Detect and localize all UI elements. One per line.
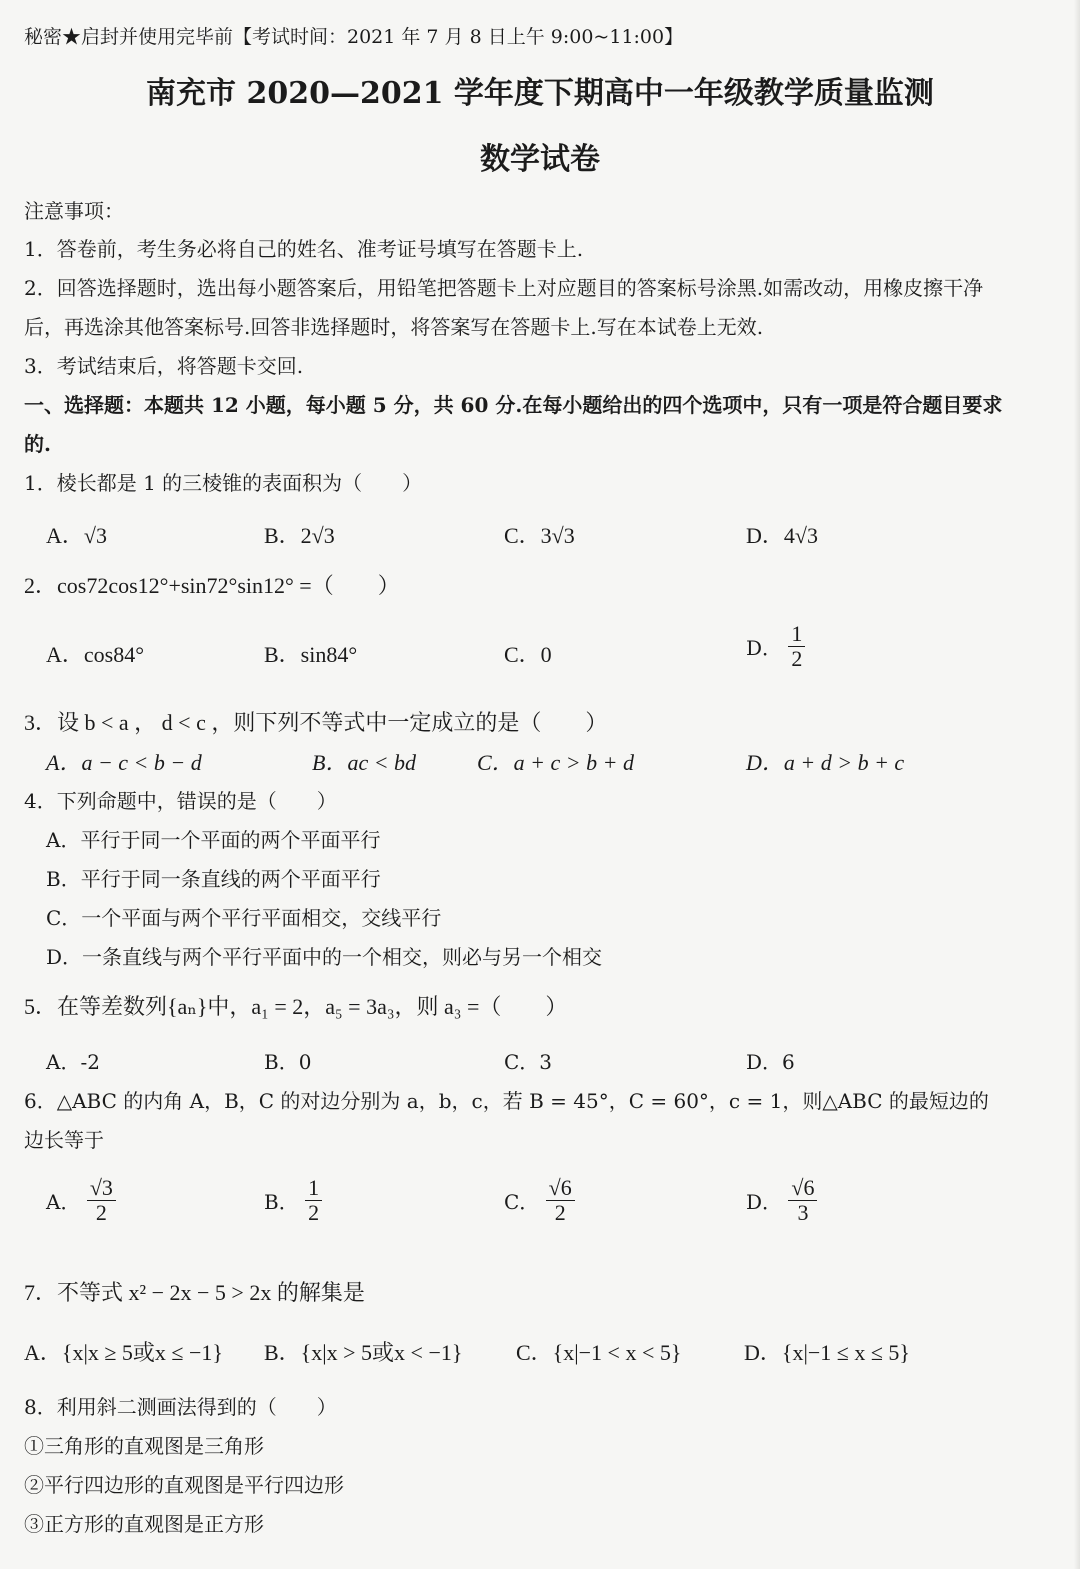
page-edge-shadow [1074,0,1080,1569]
q8-statement-1: ①三角形的直观图是三角形 [24,1434,264,1458]
q5-option-b: B．0 [264,1050,312,1074]
q6-stem-line-1: 6．△ABC 的内角 A，B，C 的对边分别为 a，b，c，若 B = 45°，C = 60°，c = 1，则△ABC 的最短边的 [24,1089,989,1113]
q3-stem: 3．设 b < a ， d < c ，则下列不等式中一定成立的是（ ） [24,710,608,735]
q8-stem: 8．利用斜二测画法得到的（ ） [24,1395,337,1419]
q6-option-b-label: B． [264,1190,299,1215]
q3-option-d: D．a + d > b + c [746,750,905,775]
q1-option-a: A．√3 [46,523,107,548]
q1-stem: 1．棱长都是 1 的三棱锥的表面积为（ ） [24,471,423,495]
q4-option-b: B．平行于同一条直线的两个平面平行 [46,867,381,891]
q4-option-d: D．一条直线与两个平行平面中的一个相交，则必与另一个相交 [46,945,603,969]
q6-option-c-fraction [546,1176,575,1225]
q2-option-b: B．sin84° [264,642,358,667]
q7-option-b: B．{x|x > 5或x < −1} [264,1340,463,1365]
fraction-denominator: 2 [791,646,803,672]
q1-option-b: B．2√3 [264,523,335,548]
q6-option-d-label: D． [746,1190,783,1215]
q3-option-a: A．a − c < b − d [46,750,202,775]
q6-option-d [746,1176,817,1225]
q1-option-c: C．3√3 [504,523,575,548]
note-3: 3．考试结束后，将答题卡交回. [24,354,304,378]
q2-option-c: C．0 [504,642,552,667]
q6-option-d-fraction [788,1176,817,1225]
q7-stem: 7．不等式 x² − 2x − 5 > 2x 的解集是 [24,1280,365,1305]
confidential-line: 秘密★启封并使用完毕前【考试时间：2021 年 7 月 8 日上午 9:00~11:00】 [24,26,684,48]
q7-option-c: C．{x|−1 < x < 5} [516,1340,682,1365]
q8-statement-3: ③正方形的直观图是正方形 [24,1512,264,1536]
q5-option-d: D．6 [746,1050,795,1074]
q4-option-c: C．一个平面与两个平行平面相交，交线平行 [46,906,442,930]
q7-option-a: A．{x|x ≥ 5或x ≤ −1} [24,1340,223,1365]
q3-option-c: C．a + c > b + d [477,750,634,775]
fraction-numerator: √6 [546,1176,575,1201]
fraction-numerator: √3 [87,1176,116,1201]
fraction-numerator: 1 [305,1176,322,1201]
q2-option-a: A．cos84° [46,642,145,667]
q6-option-b-fraction [305,1176,322,1225]
fraction-denominator: 3 [797,1200,809,1226]
q2-option-d-label: D． [746,636,783,661]
q3-option-b: B．ac < bd [312,750,417,775]
section-heading-line-1: 一、选择题：本题共 12 小题，每小题 5 分，共 60 分.在每小题给出的四个选项中，只有一项是符合题目要求 [24,393,1003,417]
q6-option-a [46,1176,116,1225]
notes-heading: 注意事项： [24,199,124,223]
q4-stem: 4．下列命题中，错误的是（ ） [24,789,337,813]
note-1: 1．答卷前，考生务必将自己的姓名、准考证号填写在答题卡上. [24,237,584,261]
fraction-denominator: 2 [308,1200,320,1226]
q5-option-a: A．-2 [46,1050,100,1074]
exam-title: 南充市 2020—2021 学年度下期高中一年级教学质量监测 [146,76,934,111]
q6-option-a-fraction [87,1176,116,1225]
fraction-denominator: 2 [95,1200,107,1226]
q5-stem: 5．在等差数列{aₙ}中，a₁ = 2，a₅ = 3a₃，则 a₃ =（ ） [24,994,568,1019]
q6-option-c [504,1176,575,1225]
fraction-numerator: 1 [788,622,805,647]
q7-option-d: D．{x|−1 ≤ x ≤ 5} [744,1340,910,1365]
section-heading-line-2: 的. [24,432,51,456]
q4-option-a: A．平行于同一个平面的两个平面平行 [46,828,381,852]
q8-statement-2: ②平行四边形的直观图是平行四边形 [24,1473,344,1497]
q2-option-d-fraction [788,622,805,671]
q6-stem-line-2: 边长等于 [24,1128,104,1152]
q6-option-a-label: A． [46,1190,81,1215]
note-2-line-1: 2．回答选择题时，选出每小题答案后，用铅笔把答题卡上对应题目的答案标号涂黑.如需改动，用橡皮擦干净 [24,276,984,300]
exam-subtitle: 数学试卷 [480,142,600,177]
q5-option-c: C．3 [504,1050,553,1074]
note-2-line-2: 后，再选涂其他答案标号.回答非选择题时，将答案写在答题卡上.写在本试卷上无效. [24,315,764,339]
q6-option-c-label: C． [504,1190,540,1215]
q2-stem: 2．cos72cos12°+sin72°sin12° =（ ） [24,573,400,598]
q1-option-d: D．4√3 [746,523,818,548]
q2-option-d [746,622,805,671]
fraction-numerator: √6 [788,1176,817,1201]
fraction-denominator: 2 [554,1200,566,1226]
q6-option-b [264,1176,322,1225]
